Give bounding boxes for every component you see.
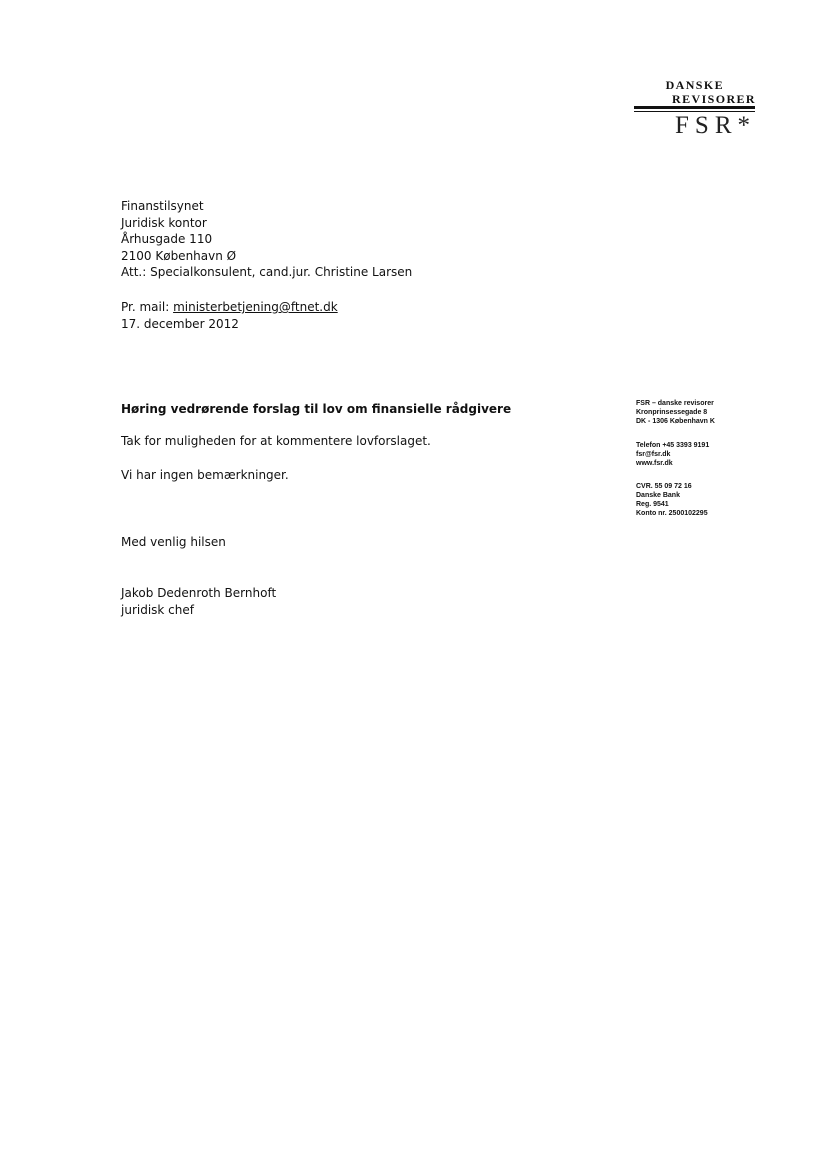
letter-closing: Med venlig hilsen — [121, 535, 226, 549]
mail-line — [121, 299, 338, 316]
recipient-address — [121, 198, 412, 281]
signer-title: juridisk chef — [121, 602, 194, 617]
sender-address-block — [636, 399, 715, 426]
sender-line: DK - 1306 København K — [636, 418, 715, 425]
sender-line: Reg. 9541 — [636, 501, 669, 508]
sender-line: Danske Bank — [636, 492, 680, 499]
recipient-line: Juridisk kontor — [121, 215, 207, 230]
letter-date: 17. december 2012 — [121, 316, 239, 331]
logo-mark-fsr: FSR* — [675, 112, 756, 139]
logo-text-revisorer: REVISORER — [672, 92, 756, 106]
fsr-logo — [634, 78, 756, 140]
letter-paragraph: Vi har ingen bemærkninger. — [121, 468, 289, 482]
mail-address-link[interactable]: ministerbetjening@ftnet.dk — [173, 300, 338, 314]
signature-block — [121, 585, 276, 618]
signer-name: Jakob Dedenroth Bernhoft — [121, 586, 277, 600]
sender-email-link[interactable]: fsr@fsr.dk — [636, 451, 671, 458]
recipient-line: Att.: Specialkonsulent, cand.jur. Christine Larsen — [121, 265, 413, 279]
sender-contact-block — [636, 441, 709, 468]
sender-line: Telefon +45 3393 9191 — [636, 442, 710, 449]
sender-line: FSR – danske revisorer — [636, 400, 714, 407]
sender-line: Konto nr. 2500102295 — [636, 510, 708, 517]
mail-label: Pr. mail: — [121, 300, 170, 314]
letter-subject: Høring vedrørende forslag til lov om finansielle rådgivere — [121, 402, 512, 416]
recipient-line: Århusgade 110 — [121, 232, 213, 246]
logo-text-danske: DANSKE — [665, 78, 724, 92]
sender-line: Kronprinsessegade 8 — [636, 409, 708, 416]
sender-web-link[interactable]: www.fsr.dk — [636, 460, 673, 467]
letter-paragraph: Tak for muligheden for at kommentere lovforslaget. — [121, 434, 431, 448]
letter-meta — [121, 299, 338, 332]
recipient-line: Finanstilsynet — [121, 199, 204, 213]
sender-line: CVR. 55 09 72 16 — [636, 483, 692, 490]
logo-rule-thick — [634, 106, 755, 109]
sender-bank-block — [636, 482, 708, 518]
recipient-line: 2100 København Ø — [121, 248, 237, 263]
